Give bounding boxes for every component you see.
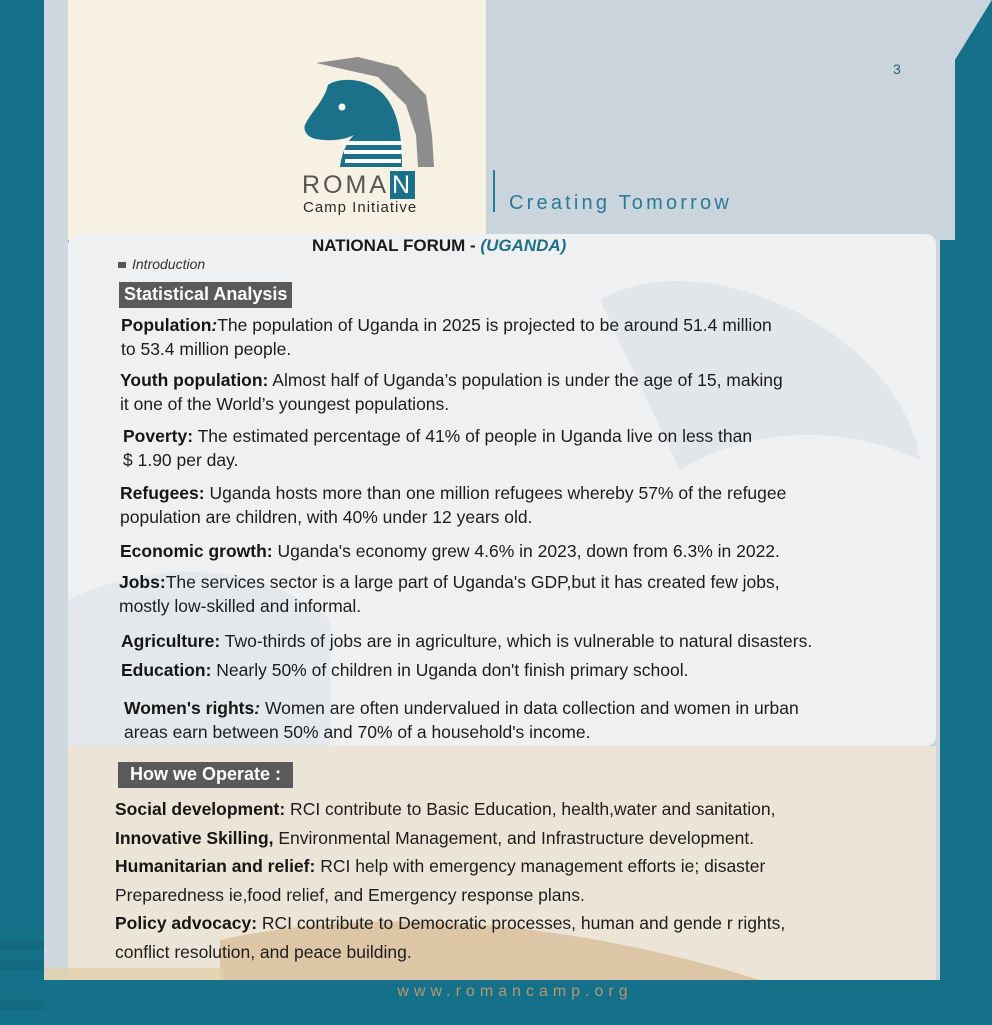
operate-line: Social development: RCI contribute to Basic Education, health,water and sanitation,: [115, 799, 776, 819]
tagline-divider: [493, 170, 495, 212]
stat-education: Education: Nearly 50% of children in Uganda don't finish primary school.: [121, 660, 689, 680]
stat-youth-population: Youth population: Almost half of Uganda’s population is under the age of 15, making it one of the World’s youngest populations.: [120, 370, 783, 414]
stat-jobs: Jobs:The services sector is a large part of Uganda's GDP,but it has created few jobs, mostly low-skilled and informal.: [119, 572, 780, 616]
operate-line: Humanitarian and relief: RCI help with emergency management efforts ie; disaster: [115, 856, 766, 876]
brand-subtitle: Camp Initiative: [303, 199, 418, 216]
operate-line: conflict resolution, and peace building.: [115, 941, 412, 962]
operate-line: Innovative Skilling, Environmental Management, and Infrastructure development.: [115, 827, 755, 848]
how-we-operate-body: [115, 795, 785, 966]
bullet-square-icon: [118, 262, 126, 268]
footer-website-link[interactable]: www.romancamp.org: [397, 983, 633, 1000]
operate-line: Preparedness ie,food relief, and Emergency response plans.: [115, 884, 585, 905]
intro-label: Introduction: [118, 256, 205, 272]
page-number: 3: [893, 61, 901, 77]
statistical-analysis-heading: Statistical Analysis: [119, 282, 292, 308]
title-text: NATIONAL FORUM -: [312, 236, 481, 255]
how-we-operate-heading: How we Operate :: [118, 762, 293, 788]
stat-population: Population:The population of Uganda in 2025 is projected to be around 51.4 million to 53.4 million people.: [121, 315, 772, 359]
stat-refugees: Refugees: Uganda hosts more than one million refugees whereby 57% of the refugee population are children, with 40% under 12 years old.: [120, 483, 787, 527]
stat-womens-rights: Women's rights: Women are often undervalued in data collection and women in urban areas earn between 50% and 70% of a household's income.: [124, 698, 799, 742]
stat-agriculture: Agriculture: Two-thirds of jobs are in agriculture, which is vulnerable to natural disasters.: [121, 631, 813, 651]
operate-line: Policy advocacy: RCI contribute to Democratic processes, human and gende r rights,: [115, 913, 786, 933]
stat-poverty: Poverty: The estimated percentage of 41% of people in Uganda live on less than $ 1.90 per day.: [123, 426, 753, 470]
brand-name: ROMA N: [302, 171, 414, 199]
title-country: (UGANDA): [480, 236, 567, 255]
brand-name-highlight: N: [392, 171, 414, 199]
page-title: [312, 236, 566, 256]
tagline: Creating Tomorrow: [509, 192, 732, 214]
horse-head-logo-icon: [298, 55, 438, 173]
stat-economic-growth: Economic growth: Uganda's economy grew 4.6% in 2023, down from 6.3% in 2022.: [120, 541, 780, 561]
